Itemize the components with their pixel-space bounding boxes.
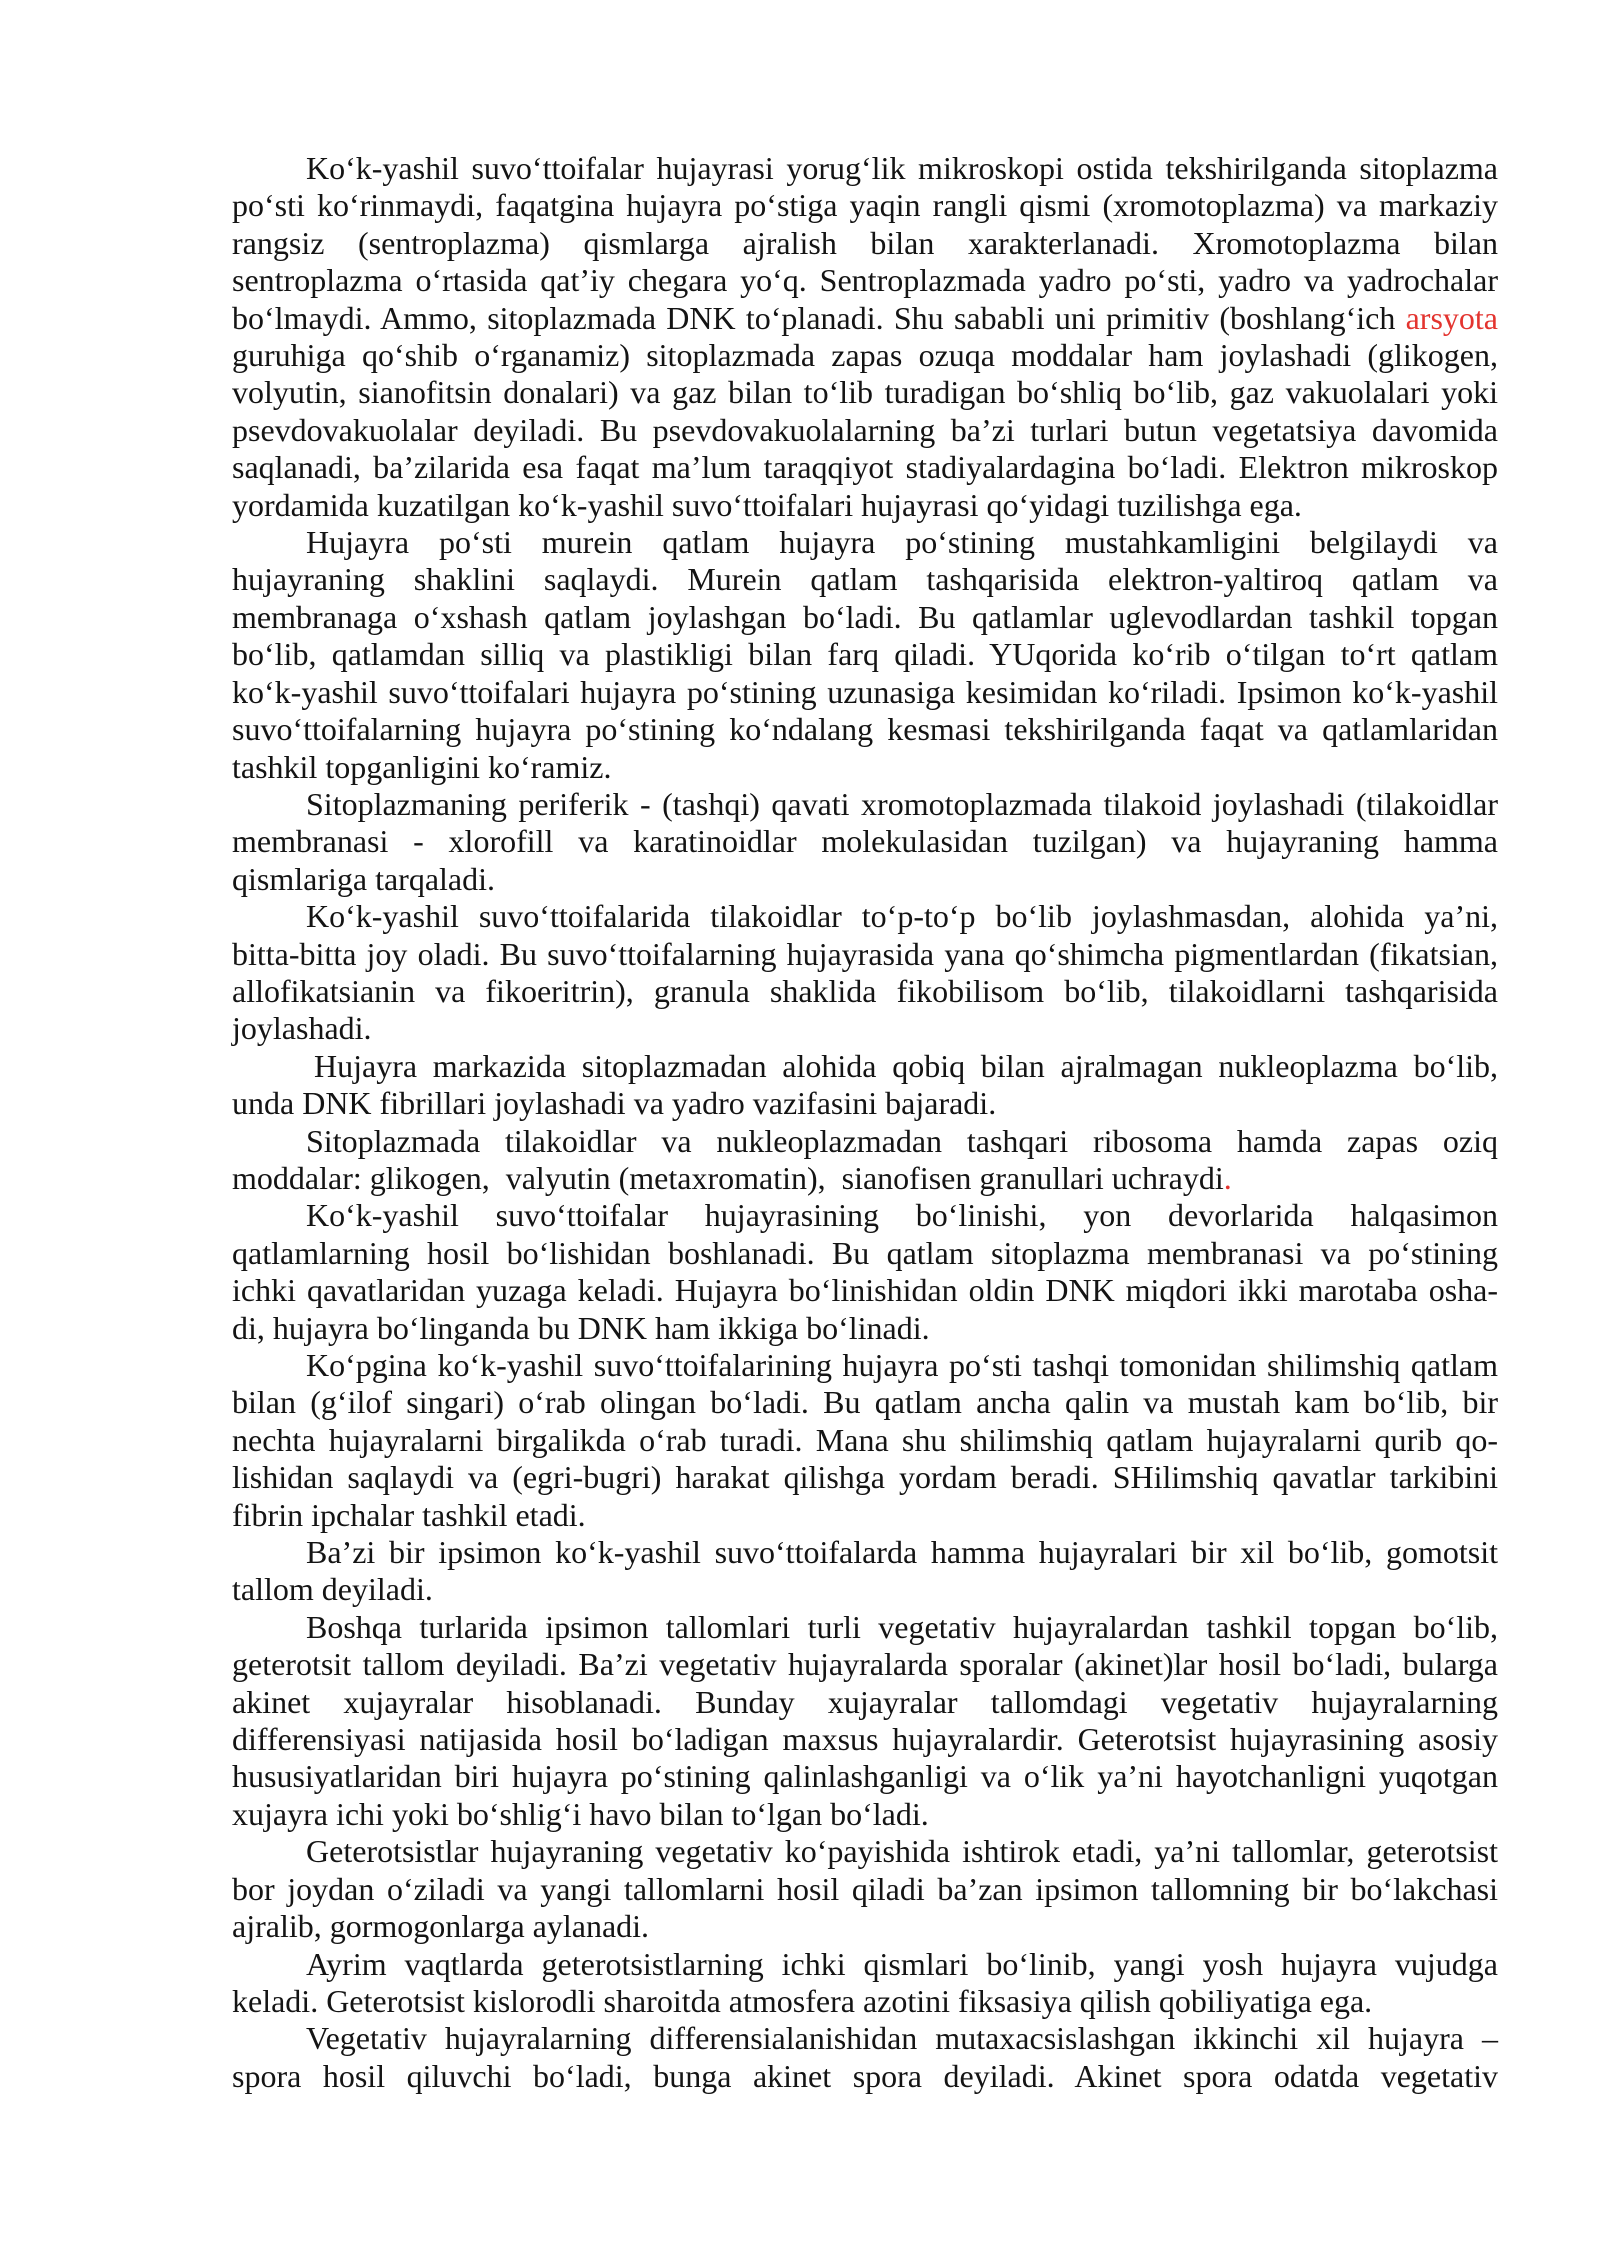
text-line: joylashadi. <box>232 1010 372 1047</box>
paragraph <box>232 786 1498 898</box>
text-line: psevdovakuolalar deyiladi. Bu psevdovakuolalarning ba’zi turlari butun vegetatsiya davomida <box>232 411 1498 448</box>
document-page <box>232 150 1498 2095</box>
text-line: bitta-bitta joy oladi. Bu suvo‘ttoifalarning hujayrasida yana qo‘shimcha pigmentlardan (fikatsian, <box>232 935 1498 972</box>
paragraph <box>232 524 1498 786</box>
text-line: akinet xujayralar hisoblanadi. Bunday xujayralar tallomdagi vegetativ hujayralarning <box>232 1683 1498 1720</box>
text-line: rangsiz (sentroplazma) qismlarga ajralish bilan xarakterlanadi. Xromotoplazma bilan <box>232 224 1498 261</box>
text-line <box>232 300 1498 337</box>
text-line-segment: bo‘lmaydi. Ammo, sitoplazmada DNK to‘planadi. Shu sababli uni primitiv (boshlang‘ich <box>232 299 1396 336</box>
text-line: qismlariga tarqaladi. <box>232 860 496 897</box>
text-line: Ko‘k-yashil suvo‘ttoifalarida tilakoidlar to‘p-to‘p bo‘lib joylashmasdan, alohida ya’ni, <box>306 898 1498 935</box>
text-line: membranaga o‘xshash qatlam joylashgan bo‘ladi. Bu qatlamlar uglevodlardan tashkil topgan <box>232 598 1498 635</box>
text-line: volyutin, sianofitsin donalari) va gaz bilan to‘lib turadigan bo‘shliq bo‘lib, gaz vakuolalari yoki <box>232 374 1498 411</box>
text-line: membranasi - xlorofill va karatinoidlar molekulasidan tuzilgan) va hujayraning hamma <box>232 823 1498 860</box>
text-line: suvo‘ttoifalarning hujayra po‘stining ko‘ndalang kesmasi tekshirilganda faqat va qatlamlaridan <box>232 711 1498 748</box>
text-line: spora hosil qiluvchi bo‘ladi, bunga akinet spora deyiladi. Akinet spora odatda vegetativ <box>232 2057 1498 2094</box>
text-line: bor joydan o‘ziladi va yangi tallomlarni hosil qiladi ba’zan ipsimon tallomning bir bo‘lakchasi <box>232 1870 1498 1907</box>
text-line: ichki qavatlaridan yuzaga keladi. Hujayra bo‘linishidan oldin DNK miqdori ikki marotaba osha- <box>232 1272 1498 1309</box>
paragraph <box>232 1048 1498 1123</box>
text-line: hususiyatlaridan biri hujayra po‘stining qalinlashganligi va o‘lik ya’ni hayotchanligni yuqotgan <box>232 1758 1498 1795</box>
paragraph <box>232 1609 1498 1833</box>
text-line: Ko‘pgina ko‘k-yashil suvo‘ttoifalarining hujayra po‘sti tashqi tomonidan shilimshiq qatlam <box>306 1347 1498 1383</box>
text-line: Sitoplazmaning periferik - (tashqi) qavati xromotoplazmada tilakoid joylashadi (tilakoidlar <box>306 785 1498 822</box>
text-line: tashkil topganligini ko‘ramiz. <box>232 748 612 785</box>
text-line: sentroplazma o‘rtasida qat’iy chegara yo‘q. Sentroplazmada yadro po‘sti, yadro va yadrochalar <box>232 262 1498 299</box>
text-line: Geterotsistlar hujayraning vegetativ ko‘payishida ishtirok etadi, ya’ni tallomlar, geterotsist <box>306 1833 1498 1870</box>
text-line <box>232 1160 1498 1197</box>
text-line: tallom deyiladi. <box>232 1571 433 1608</box>
paragraph <box>232 1534 1498 1609</box>
paragraph <box>232 150 1498 524</box>
text-line: Boshqa turlarida ipsimon tallomlari turli vegetativ hujayralardan tashkil topgan bo‘lib, <box>306 1608 1498 1645</box>
paragraph <box>232 2020 1498 2095</box>
text-line: ajralib, gormogonlarga aylanadi. <box>232 1908 650 1945</box>
text-line: guruhiga qo‘shib o‘rganamiz) sitoplazmada zapas ozuqa moddalar ham joylashadi (glikogen, <box>232 337 1498 374</box>
text-line: Ko‘k-yashil suvo‘ttoifalar hujayrasi yorug‘lik mikroskopi ostida tekshirilganda sitoplazma <box>306 150 1498 186</box>
text-line: Ko‘k-yashil suvo‘ttoifalar hujayrasining bo‘linishi, yon devorlarida halqasimon <box>306 1197 1498 1234</box>
text-line: qatlamlarning hosil bo‘lishidan boshlanadi. Bu qatlam sitoplazma membranasi va po‘stining <box>232 1234 1498 1271</box>
text-line: xujayra ichi yoki bo‘shlig‘i havo bilan to‘lgan bo‘ladi. <box>232 1795 929 1832</box>
highlighted-word: arsyota <box>1405 299 1498 336</box>
text-line: Vegetativ hujayralarning differensialanishidan mutaxacsislashgan ikkinchi xil hujayra – <box>306 2020 1498 2057</box>
text-line: Ayrim vaqtlarda geterotsistlarning ichki qismlari bo‘linib, yangi yosh hujayra vujudga <box>306 1945 1498 1982</box>
text-line: hujayraning shaklini saqlaydi. Murein qatlam tashqarisida elektron-yaltiroq qatlam va <box>232 561 1498 598</box>
text-line: bo‘lib, qatlamdan silliq va plastikligi bilan farq qiladi. YUqorida ko‘rib o‘tilgan to‘rt qatlam <box>232 636 1498 673</box>
text-line: fibrin ipchalar tashkil etadi. <box>232 1496 586 1533</box>
text-line: nechta hujayralarni birgalikda o‘rab turadi. Mana shu shilimshiq qatlam hujayralarni qurib qo- <box>232 1421 1498 1458</box>
text-line: unda DNK fibrillari joylashadi va yadro vazifasini bajaradi. <box>232 1085 997 1122</box>
text-line: Hujayra markazida sitoplazmadan alohida qobiq bilan ajralmagan nukleoplazma bo‘lib, <box>314 1047 1498 1084</box>
text-line: po‘sti ko‘rinmaydi, faqatgina hujayra po‘stiga yaqin rangli qismi (xromotoplazma) va markaziy <box>232 187 1498 224</box>
text-line: yordamida kuzatilgan ko‘k-yashil suvo‘ttoifalari hujayrasi qo‘yidagi tuzilishga ega. <box>232 486 1302 523</box>
text-line: ko‘k-yashil suvo‘ttoifalari hujayra po‘stining uzunasiga kesimidan ko‘riladi. Ipsimon ko‘k-yashil <box>232 673 1498 710</box>
text-line: Hujayra po‘sti murein qatlam hujayra po‘stining mustahkamligini belgilaydi va <box>306 524 1498 561</box>
text-line: Sitoplazmada tilakoidlar va nukleoplazmadan tashqari ribosoma hamda zapas oziq <box>306 1122 1498 1159</box>
paragraph <box>232 898 1498 1048</box>
text-line: keladi. Geterotsist kislorodli sharoitda atmosfera azotini fiksasiya qilish qobiliyatiga ega. <box>232 1982 1373 2019</box>
paragraph <box>232 1347 1498 1534</box>
text-line: geterotsit tallom deyiladi. Ba’zi vegetativ hujayralarda sporalar (akinet)lar hosil bo‘ladi, bularga <box>232 1646 1498 1683</box>
paragraph <box>232 1123 1498 1198</box>
paragraph <box>232 1197 1498 1347</box>
paragraph <box>232 1833 1498 1945</box>
text-line: differensiyasi natijasida hosil bo‘ladigan maxsus hujayralardir. Geterotsist hujayrasining asosiy <box>232 1721 1498 1758</box>
text-line-segment: moddalar: glikogen, valyutin (metaxromatin), sianofisen granullari uchraydi <box>232 1159 1224 1196</box>
highlighted-mark: . <box>1223 1159 1232 1196</box>
text-line: di, hujayra bo‘linganda bu DNK ham ikkiga bo‘linadi. <box>232 1309 930 1346</box>
paragraph <box>232 1946 1498 2021</box>
text-line: allofikatsianin va fikoeritrin), granula shaklida fikobilisom bo‘lib, tilakoidlarni tashqarisida <box>232 972 1498 1009</box>
text-line: saqlanadi, ba’zilarida esa faqat ma’lum taraqqiyot stadiyalardagina bo‘ladi. Elektron mikroskop <box>232 449 1498 486</box>
text-line: lishidan saqlaydi va (egri-bugri) harakat qilishga yordam beradi. SHilimshiq qavatlar tarkibini <box>232 1459 1498 1496</box>
text-line: Ba’zi bir ipsimon ko‘k-yashil suvo‘ttoifalarda hamma hujayralari bir xil bo‘lib, gomotsit <box>306 1534 1498 1571</box>
text-line: bilan (g‘ilof singari) o‘rab olingan bo‘ladi. Bu qatlam ancha qalin va mustah kam bo‘lib, bir <box>232 1384 1498 1421</box>
